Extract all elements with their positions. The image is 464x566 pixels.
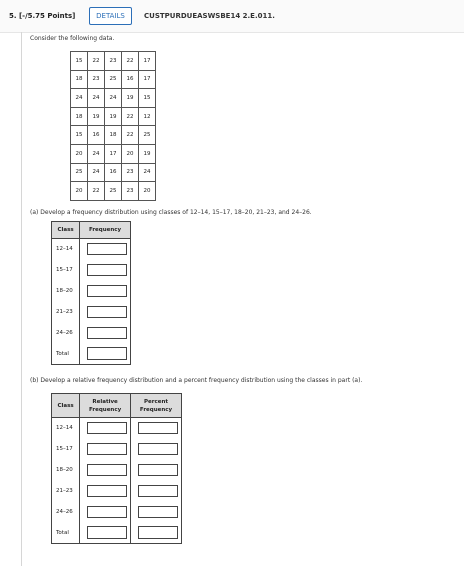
question-points: 5. [-/5.75 Points] bbox=[9, 12, 76, 20]
class-label: 18–20 bbox=[52, 281, 80, 302]
data-cell: 24 bbox=[105, 89, 122, 108]
data-cell: 19 bbox=[122, 89, 139, 108]
table-row bbox=[52, 239, 131, 260]
data-table bbox=[70, 51, 156, 201]
question-header bbox=[0, 0, 464, 33]
table-row bbox=[71, 70, 156, 89]
data-cell: 18 bbox=[71, 70, 88, 89]
data-cell: 23 bbox=[122, 163, 139, 182]
data-cell: 22 bbox=[122, 107, 139, 126]
percent-frequency-cell bbox=[131, 439, 182, 460]
table-row bbox=[52, 260, 131, 281]
relative-frequency-cell bbox=[80, 418, 131, 439]
percent-frequency-input[interactable] bbox=[138, 464, 178, 476]
data-cell: 23 bbox=[88, 70, 105, 89]
details-button[interactable]: DETAILS bbox=[89, 7, 132, 25]
table-row bbox=[52, 481, 182, 502]
frequency-cell bbox=[80, 260, 131, 281]
data-cell: 22 bbox=[88, 182, 105, 201]
data-cell: 19 bbox=[139, 144, 156, 163]
data-cell: 20 bbox=[71, 144, 88, 163]
data-cell: 25 bbox=[105, 70, 122, 89]
total-relative-frequency-input[interactable] bbox=[87, 526, 127, 539]
percent-header-line1: Percent bbox=[144, 398, 169, 405]
frequency-cell bbox=[80, 281, 131, 302]
class-label: 12–14 bbox=[52, 418, 80, 439]
class-label: 21–23 bbox=[52, 481, 80, 502]
frequency-header: Frequency bbox=[80, 222, 131, 239]
percent-frequency-cell bbox=[131, 460, 182, 481]
data-cell: 19 bbox=[88, 107, 105, 126]
relative-header-line2: Frequency bbox=[89, 406, 122, 413]
frequency-cell bbox=[80, 323, 131, 344]
data-cell: 24 bbox=[88, 163, 105, 182]
data-cell: 16 bbox=[88, 126, 105, 145]
table-row bbox=[52, 460, 182, 481]
data-cell: 20 bbox=[71, 182, 88, 201]
relative-frequency-cell bbox=[80, 523, 131, 544]
data-cell: 16 bbox=[105, 163, 122, 182]
total-frequency-input[interactable] bbox=[87, 347, 127, 360]
class-label: 24–26 bbox=[52, 323, 80, 344]
percent-frequency-input[interactable] bbox=[138, 422, 178, 434]
table-row bbox=[71, 89, 156, 108]
table-row bbox=[71, 144, 156, 163]
total-percent-frequency-input[interactable] bbox=[138, 526, 178, 539]
percent-frequency-input[interactable] bbox=[138, 485, 178, 497]
relative-frequency-header bbox=[80, 394, 131, 418]
data-cell: 24 bbox=[88, 89, 105, 108]
relative-frequency-cell bbox=[80, 439, 131, 460]
relative-frequency-cell bbox=[80, 502, 131, 523]
data-cell: 12 bbox=[139, 107, 156, 126]
part-a-label: (a) Develop a frequency distribution using classes of 12–14, 15–17, 18–20, 21–23, and 24–26. bbox=[30, 209, 312, 216]
relative-frequency-table bbox=[51, 393, 182, 544]
frequency-cell bbox=[80, 302, 131, 323]
frequency-input[interactable] bbox=[87, 306, 127, 318]
data-cell: 20 bbox=[122, 144, 139, 163]
percent-frequency-cell bbox=[131, 418, 182, 439]
percent-frequency-input[interactable] bbox=[138, 506, 178, 518]
table-row bbox=[52, 323, 131, 344]
data-cell: 18 bbox=[71, 107, 88, 126]
class-label: 18–20 bbox=[52, 460, 80, 481]
frequency-cell bbox=[80, 344, 131, 365]
data-cell: 18 bbox=[105, 126, 122, 145]
relative-frequency-input[interactable] bbox=[87, 464, 127, 476]
data-cell: 25 bbox=[139, 126, 156, 145]
part-b-label: (b) Develop a relative frequency distribution and a percent frequency distribution using the classes in part (a). bbox=[30, 377, 363, 384]
relative-frequency-input[interactable] bbox=[87, 506, 127, 518]
table-row bbox=[52, 418, 182, 439]
table-row bbox=[71, 182, 156, 201]
data-cell: 20 bbox=[139, 182, 156, 201]
frequency-cell bbox=[80, 239, 131, 260]
data-cell: 16 bbox=[122, 70, 139, 89]
data-cell: 24 bbox=[71, 89, 88, 108]
data-cell: 25 bbox=[71, 163, 88, 182]
table-row bbox=[52, 302, 131, 323]
table-row bbox=[71, 52, 156, 71]
data-cell: 24 bbox=[139, 163, 156, 182]
problem-code: CUSTPURDUEASWSBE14 2.E.011. bbox=[144, 12, 275, 20]
relative-frequency-cell bbox=[80, 460, 131, 481]
class-label: 15–17 bbox=[52, 439, 80, 460]
data-cell: 17 bbox=[139, 52, 156, 71]
data-cell: 22 bbox=[122, 126, 139, 145]
data-cell: 22 bbox=[88, 52, 105, 71]
percent-frequency-cell bbox=[131, 481, 182, 502]
data-cell: 15 bbox=[71, 52, 88, 71]
data-cell: 22 bbox=[122, 52, 139, 71]
percent-frequency-input[interactable] bbox=[138, 443, 178, 455]
table-row bbox=[71, 163, 156, 182]
relative-frequency-input[interactable] bbox=[87, 443, 127, 455]
percent-frequency-cell bbox=[131, 502, 182, 523]
relative-frequency-input[interactable] bbox=[87, 422, 127, 434]
percent-frequency-cell bbox=[131, 523, 182, 544]
class-label: 15–17 bbox=[52, 260, 80, 281]
percent-header-line2: Frequency bbox=[139, 406, 173, 413]
frequency-table bbox=[51, 221, 131, 365]
relative-header-line1: Relative bbox=[92, 398, 118, 405]
class-header: Class bbox=[52, 394, 80, 418]
table-row bbox=[52, 281, 131, 302]
data-cell: 25 bbox=[105, 182, 122, 201]
class-header: Class bbox=[52, 222, 80, 239]
class-label: 12–14 bbox=[52, 239, 80, 260]
class-label: Total bbox=[52, 523, 80, 544]
data-cell: 15 bbox=[139, 89, 156, 108]
data-cell: 17 bbox=[139, 70, 156, 89]
data-cell: 23 bbox=[105, 52, 122, 71]
class-label: 21–23 bbox=[52, 302, 80, 323]
table-row bbox=[71, 126, 156, 145]
relative-frequency-cell bbox=[80, 481, 131, 502]
data-cell: 24 bbox=[88, 144, 105, 163]
frequency-input[interactable] bbox=[87, 327, 127, 339]
table-row bbox=[71, 107, 156, 126]
table-row bbox=[52, 502, 182, 523]
table-row bbox=[52, 344, 131, 365]
data-cell: 17 bbox=[105, 144, 122, 163]
data-cell: 15 bbox=[71, 126, 88, 145]
frequency-input[interactable] bbox=[87, 264, 127, 276]
intro-text: Consider the following data. bbox=[30, 35, 115, 42]
class-label: 24–26 bbox=[52, 502, 80, 523]
data-cell: 23 bbox=[122, 182, 139, 201]
frequency-input[interactable] bbox=[87, 243, 127, 255]
percent-frequency-header bbox=[131, 394, 182, 418]
table-row bbox=[52, 523, 182, 544]
table-row bbox=[52, 439, 182, 460]
data-cell: 19 bbox=[105, 107, 122, 126]
frequency-input[interactable] bbox=[87, 285, 127, 297]
class-label: Total bbox=[52, 344, 80, 365]
relative-frequency-input[interactable] bbox=[87, 485, 127, 497]
